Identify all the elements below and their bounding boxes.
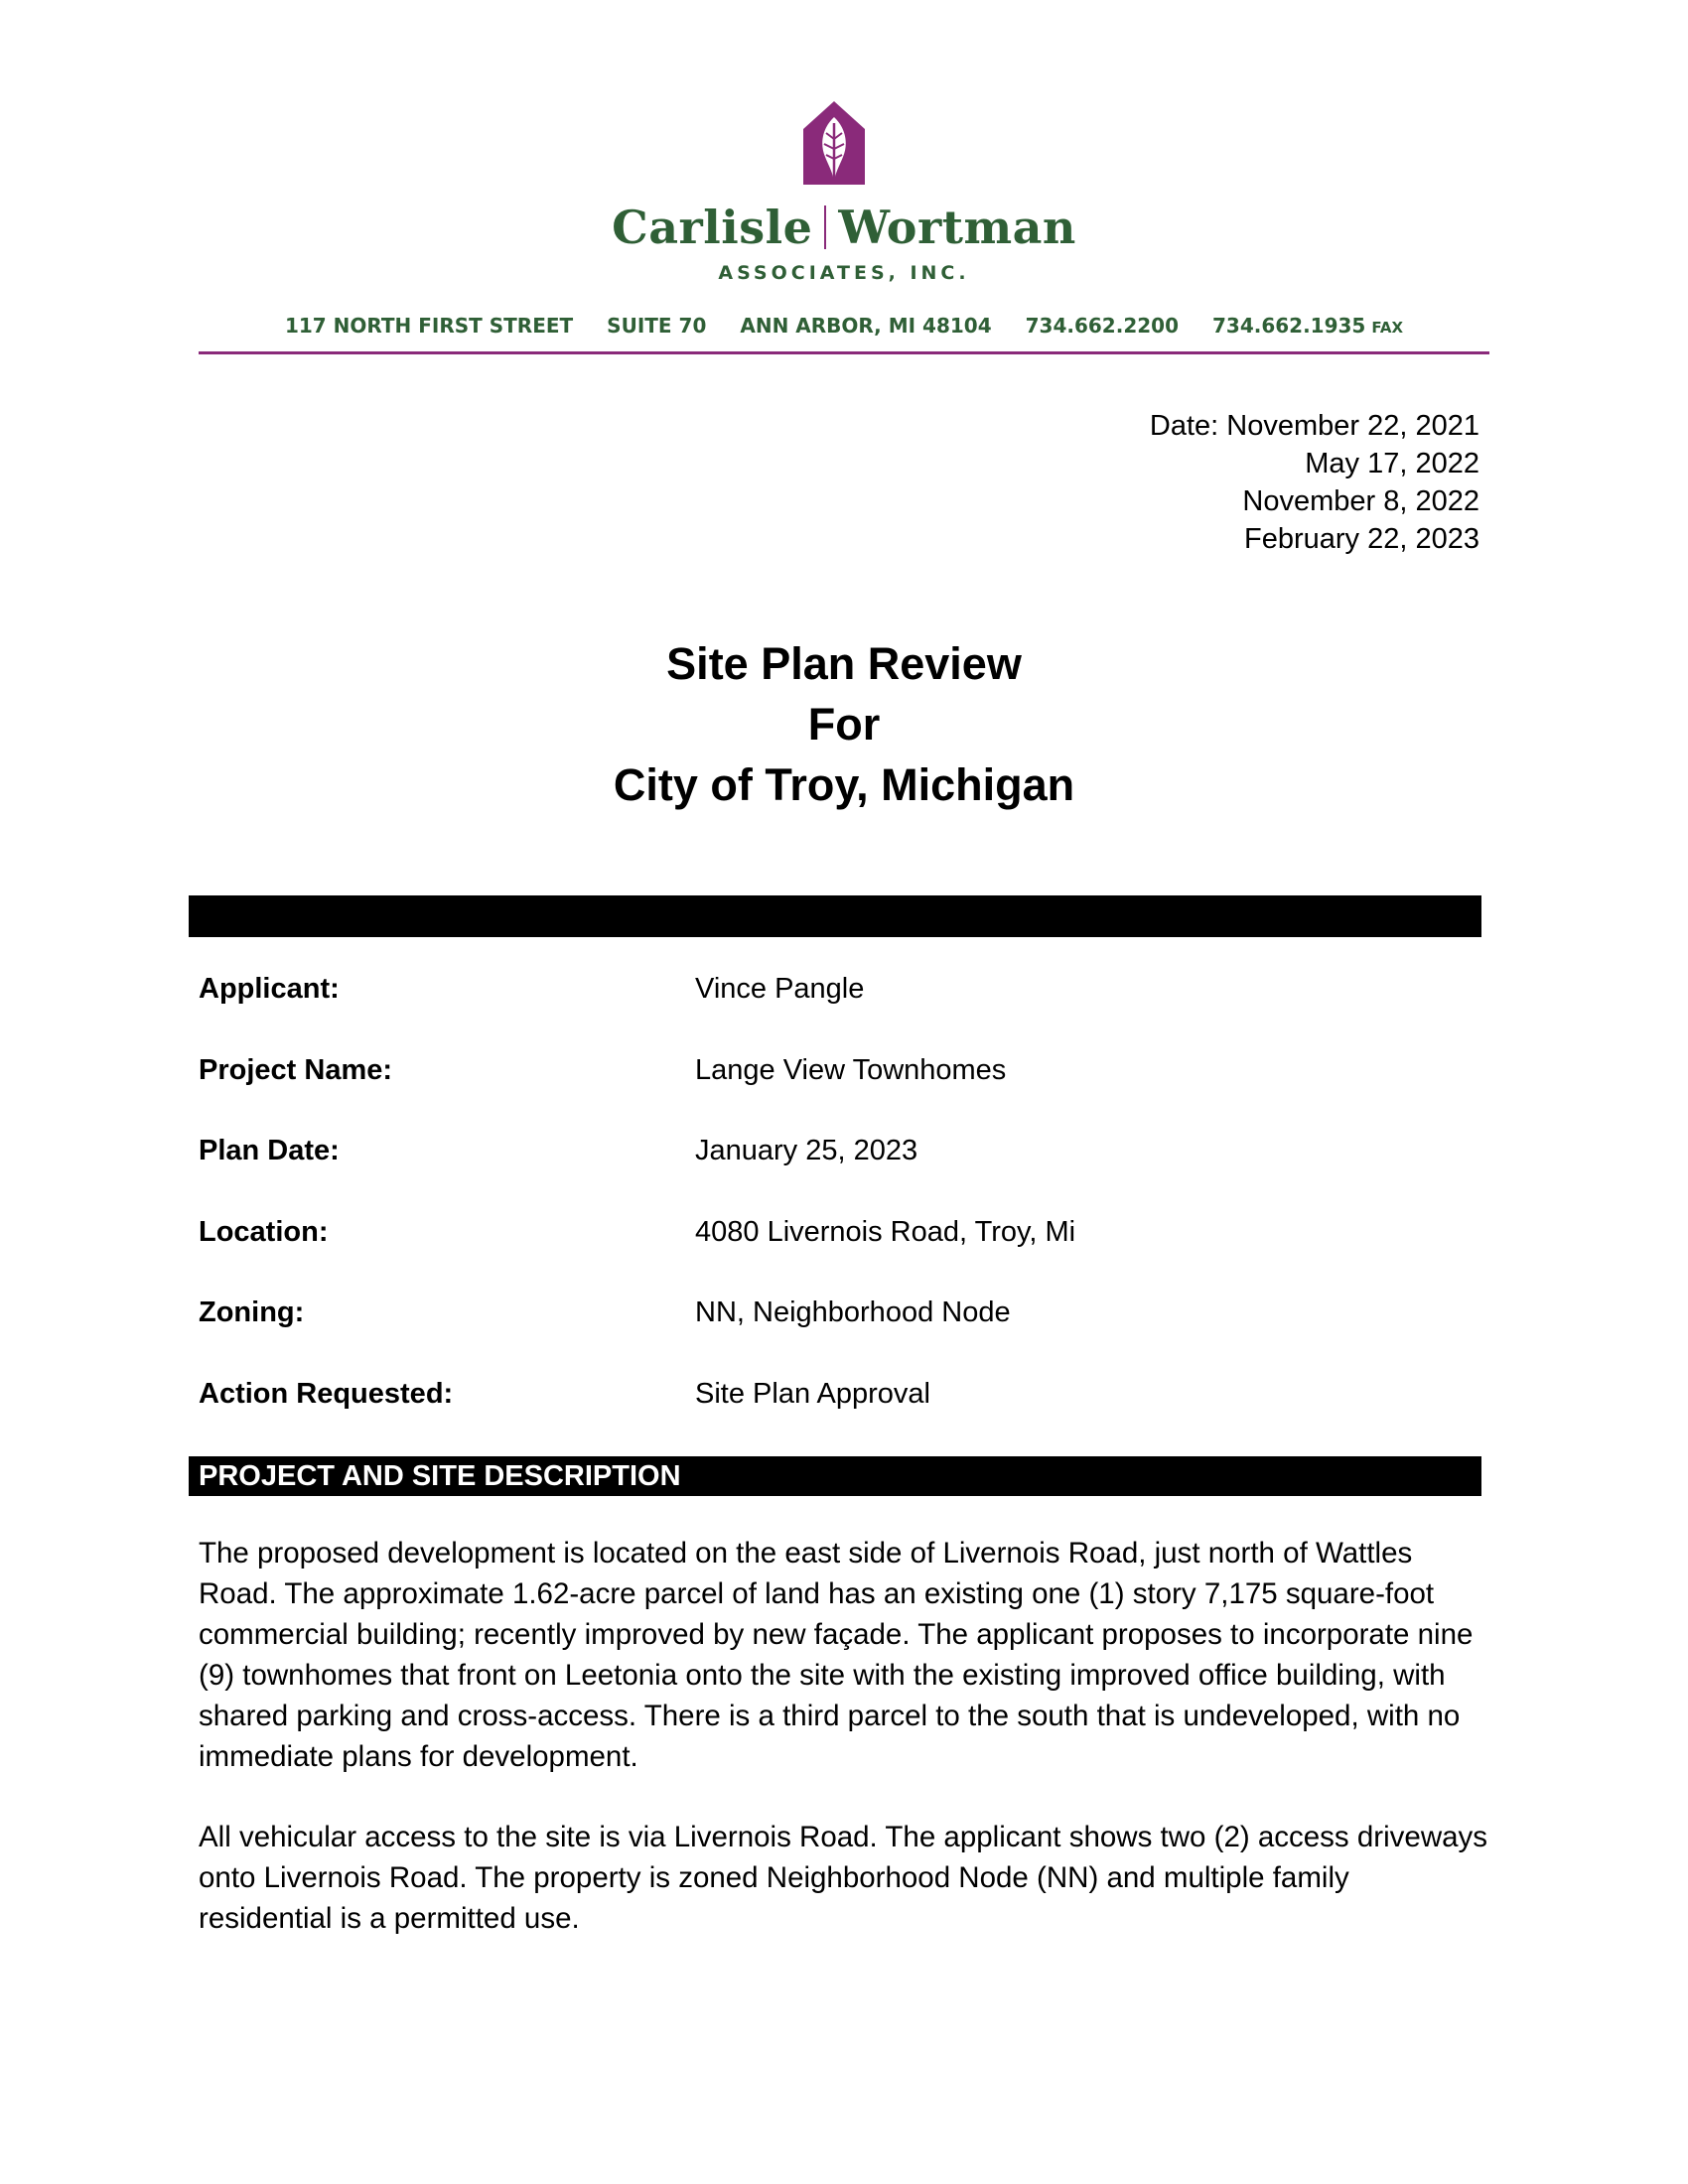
title-line: Site Plan Review [666, 638, 1022, 689]
header-divider-bar [189, 895, 1481, 937]
date-line: February 22, 2023 [1244, 523, 1479, 555]
fax-label: FAX [1371, 319, 1404, 337]
info-label: Project Name: [199, 1053, 393, 1086]
info-row [199, 1216, 1479, 1297]
address-street: 117 NORTH FIRST STREET [284, 314, 574, 338]
info-value: Vince Pangle [695, 973, 865, 1005]
date-line: Date: November 22, 2021 [1149, 410, 1479, 442]
letterhead-divider [199, 351, 1489, 354]
date-line: November 8, 2022 [1242, 485, 1479, 517]
section-heading-bar [189, 1456, 1481, 1496]
info-value: Site Plan Approval [695, 1377, 930, 1410]
info-row [199, 1054, 1479, 1136]
address-city: ANN ARBOR, MI 48104 [740, 314, 992, 338]
address-phone: 734.662.2200 [1025, 314, 1179, 338]
body-paragraph: The proposed development is located on the east side of Livernois Road, just north of Wattles Road. The approximate 1.62-acre parcel of land has an existing one (1) story 7,175 square-foot commercial building; recently improved by new façade. The applicant proposes to incorporate nine (9) townhomes that front on Leetonia onto the site with the existing improved office building, with shared parking and cross-access. There is a third parcel to the south that is undeveloped, with no immediate plans for development. [199, 1537, 1474, 1773]
fax-number: 734.662.1935 [1211, 314, 1366, 338]
info-value: January 25, 2023 [695, 1135, 918, 1167]
revision-dates [1150, 407, 1479, 558]
project-info-table [199, 973, 1479, 1459]
info-value: 4080 Livernois Road, Troy, Mi [695, 1215, 1076, 1248]
body-paragraph: All vehicular access to the site is via Livernois Road. The applicant shows two (2) access driveways onto Livernois Road. The property is zoned Neighborhood Node (NN) and multiple family residential is a permitted use. [199, 1821, 1488, 1935]
info-row [199, 1135, 1479, 1216]
company-address [199, 314, 1489, 338]
company-name-divider [824, 205, 826, 249]
house-leaf-icon [799, 99, 869, 189]
company-name [199, 201, 1489, 254]
document-title [0, 633, 1688, 815]
info-row [199, 973, 1479, 1054]
info-label: Plan Date: [199, 1135, 340, 1167]
info-value: NN, Neighborhood Node [695, 1297, 1011, 1329]
title-line: City of Troy, Michigan [613, 759, 1075, 810]
company-subtitle: ASSOCIATES, INC. [718, 262, 970, 284]
info-value: Lange View Townhomes [695, 1053, 1007, 1086]
company-name-right: Wortman [838, 201, 1076, 254]
info-label: Location: [199, 1215, 329, 1248]
date-line: May 17, 2022 [1305, 448, 1479, 479]
info-row [199, 1378, 1479, 1459]
letterhead [199, 79, 1489, 357]
company-name-left: Carlisle [612, 201, 813, 254]
info-label: Applicant: [199, 973, 340, 1005]
info-label: Zoning: [199, 1297, 305, 1329]
info-label: Action Requested: [199, 1377, 454, 1410]
address-fax [1212, 314, 1403, 338]
section-heading: PROJECT AND SITE DESCRIPTION [199, 1460, 681, 1492]
info-row [199, 1297, 1479, 1378]
address-suite: SUITE 70 [607, 314, 707, 338]
title-line: For [807, 699, 881, 750]
